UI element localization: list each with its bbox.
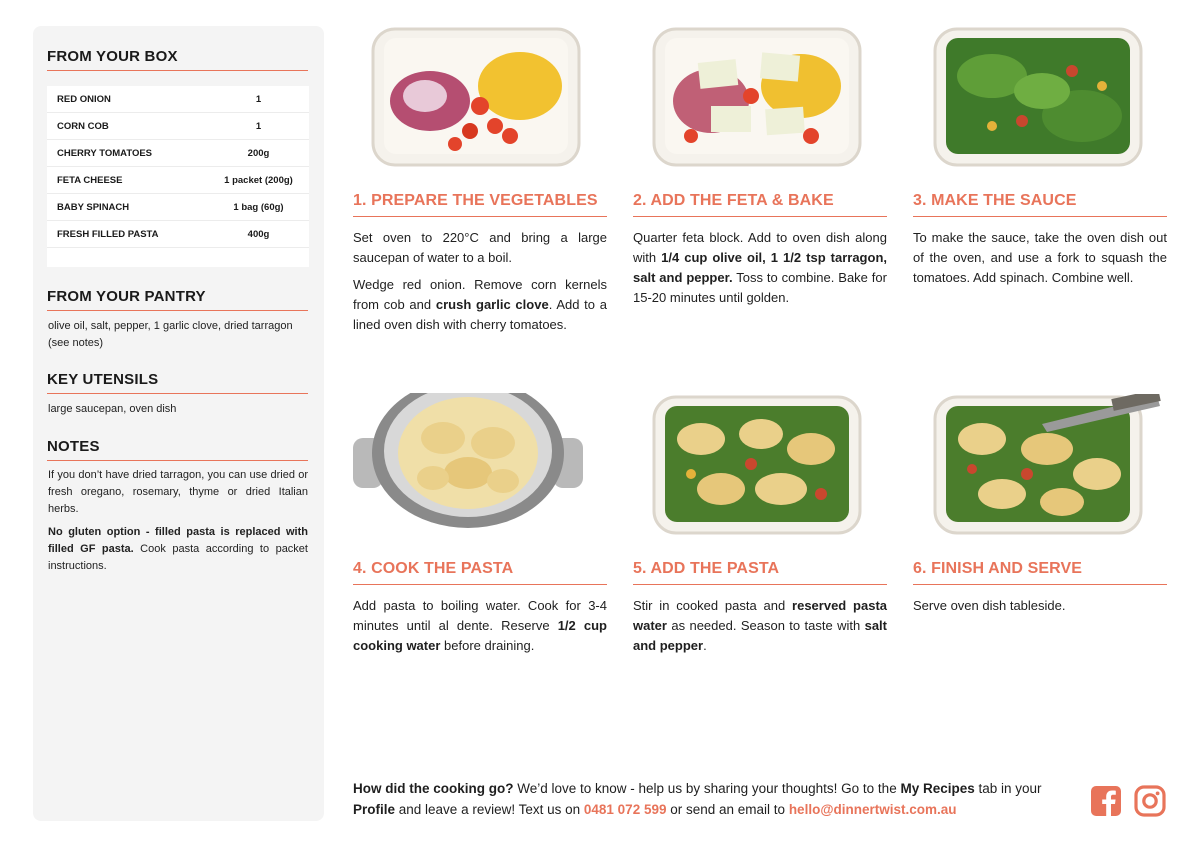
step-3-photo	[932, 26, 1144, 168]
phone-number[interactable]: 0481 072 599	[583, 802, 667, 817]
step-1-para: Set oven to 220°C and bring a large saucepan of water to a boil.	[353, 230, 607, 265]
bold-span: reserved pasta water	[633, 598, 887, 633]
step-4-text	[353, 596, 607, 663]
step-3-text	[913, 228, 1167, 295]
bold-span: salt and pepper	[633, 618, 887, 653]
ingredient-qty: 1	[255, 93, 262, 105]
instagram-icon[interactable]	[1134, 785, 1166, 817]
text-span: and leave a review! Text us on	[395, 802, 584, 817]
step-5-text	[633, 596, 887, 663]
step-2-text	[633, 228, 887, 315]
text-span: Stir in cooked pasta and	[633, 598, 793, 613]
step-3-title: 3. MAKE THE SAUCE	[913, 192, 1167, 217]
step-5-para	[633, 596, 887, 656]
key-utensils-title: KEY UTENSILS	[47, 371, 308, 394]
ingredient-qty: 1 packet (200g)	[224, 174, 293, 186]
ingredient-qty: 200g	[247, 147, 270, 159]
notes-title: NOTES	[47, 438, 308, 461]
table-row	[47, 221, 309, 248]
pantry-items: olive oil, salt, pepper, 1 garlic clove, dried tarragon (see notes)	[48, 320, 293, 349]
step-3-para: To make the sauce, take the oven dish out of the oven, and use a fork to squash the tomatoes. Add spinach. Combine well.	[913, 230, 1167, 285]
notes-text	[48, 467, 308, 581]
table-row	[47, 194, 309, 221]
email-link[interactable]: hello@dinnertwist.com.au	[788, 802, 957, 817]
text-span: Toss to combine. Bake for 15-20 minutes until golden.	[633, 270, 887, 305]
notes-bold: No gluten option - filled pasta is replaced with filled GF pasta.	[48, 526, 308, 555]
step-6-para: Serve oven dish tableside.	[913, 598, 1066, 613]
text-span: as needed. Season to taste with	[666, 618, 865, 633]
from-your-pantry-title: FROM YOUR PANTRY	[47, 288, 308, 311]
ingredient-name: CHERRY TOMATOES	[57, 147, 153, 159]
text-span: Wedge red onion. Remove corn kernels from cob and	[353, 277, 607, 312]
text-span: Add pasta to boiling water. Cook for 3-4 minutes until al dente. Reserve	[353, 598, 607, 633]
step-1-title: 1. PREPARE THE VEGETABLES	[353, 192, 607, 217]
sidebar	[33, 26, 324, 821]
text-span: or send an email to	[666, 802, 789, 817]
step-1-para	[353, 275, 607, 335]
text-span: tab in your	[974, 781, 1042, 796]
notes-rest: Cook pasta according to packet instructions.	[48, 543, 308, 572]
ingredient-name: FETA CHEESE	[57, 174, 123, 186]
table-row	[47, 167, 309, 194]
step-4-para	[353, 596, 607, 656]
step-6-title: 6. FINISH AND SERVE	[913, 560, 1167, 585]
step-4-title: 4. COOK THE PASTA	[353, 560, 607, 585]
table-row	[47, 113, 309, 140]
notes-paragraph: If you don’t have dried tarragon, you can use dried or fresh oregano, rosemary, thyme or dried Italian herbs.	[48, 469, 308, 515]
ingredient-qty: 400g	[247, 228, 270, 240]
ingredient-name: RED ONION	[57, 93, 111, 105]
from-your-box-title: FROM YOUR BOX	[47, 48, 308, 71]
step-5-photo	[651, 394, 863, 536]
ingredient-qty: 1 bag (60g)	[233, 201, 284, 213]
bold-span: 1/2 cup cooking water	[353, 618, 607, 653]
step-2-photo	[651, 26, 863, 168]
bold-span: 1/4 cup olive oil, 1 1/2 tsp tarragon, salt and pepper.	[633, 250, 887, 285]
profile-label: Profile	[353, 802, 396, 817]
ingredient-name: CORN COB	[57, 120, 109, 132]
ingredient-name: BABY SPINACH	[57, 201, 130, 213]
step-6-photo	[932, 394, 1162, 536]
table-row	[47, 140, 309, 167]
step-6-text	[913, 596, 1167, 623]
utensils-text	[48, 401, 308, 424]
box-ingredients-table	[47, 86, 309, 267]
step-5-title: 5. ADD THE PASTA	[633, 560, 887, 585]
ingredient-name: FRESH FILLED PASTA	[57, 228, 159, 240]
notes-paragraph	[48, 524, 308, 575]
my-recipes-label: My Recipes	[900, 781, 975, 796]
text-span: before draining.	[440, 638, 535, 653]
ingredient-qty: 1	[255, 120, 262, 132]
step-2-title: 2. ADD THE FETA & BAKE	[633, 192, 887, 217]
text-span: Quarter feta block. Add to oven dish along with	[633, 230, 887, 265]
text-span: .	[703, 638, 707, 653]
pantry-text	[48, 318, 308, 358]
step-4-photo	[353, 393, 583, 536]
footer-question: How did the cooking go?	[353, 781, 514, 796]
table-row	[47, 86, 309, 113]
feedback-footer	[353, 778, 1073, 820]
text-span: We’d love to know - help us by sharing your thoughts! Go to the	[513, 781, 901, 796]
step-2-para	[633, 228, 887, 308]
step-1-photo	[370, 26, 582, 168]
text-span: . Add to a lined oven dish with cherry tomatoes.	[353, 297, 607, 332]
step-1-text	[353, 228, 607, 342]
facebook-icon[interactable]	[1090, 785, 1122, 817]
bold-span: crush garlic clove	[435, 297, 549, 312]
utensils-items: large saucepan, oven dish	[48, 403, 177, 415]
